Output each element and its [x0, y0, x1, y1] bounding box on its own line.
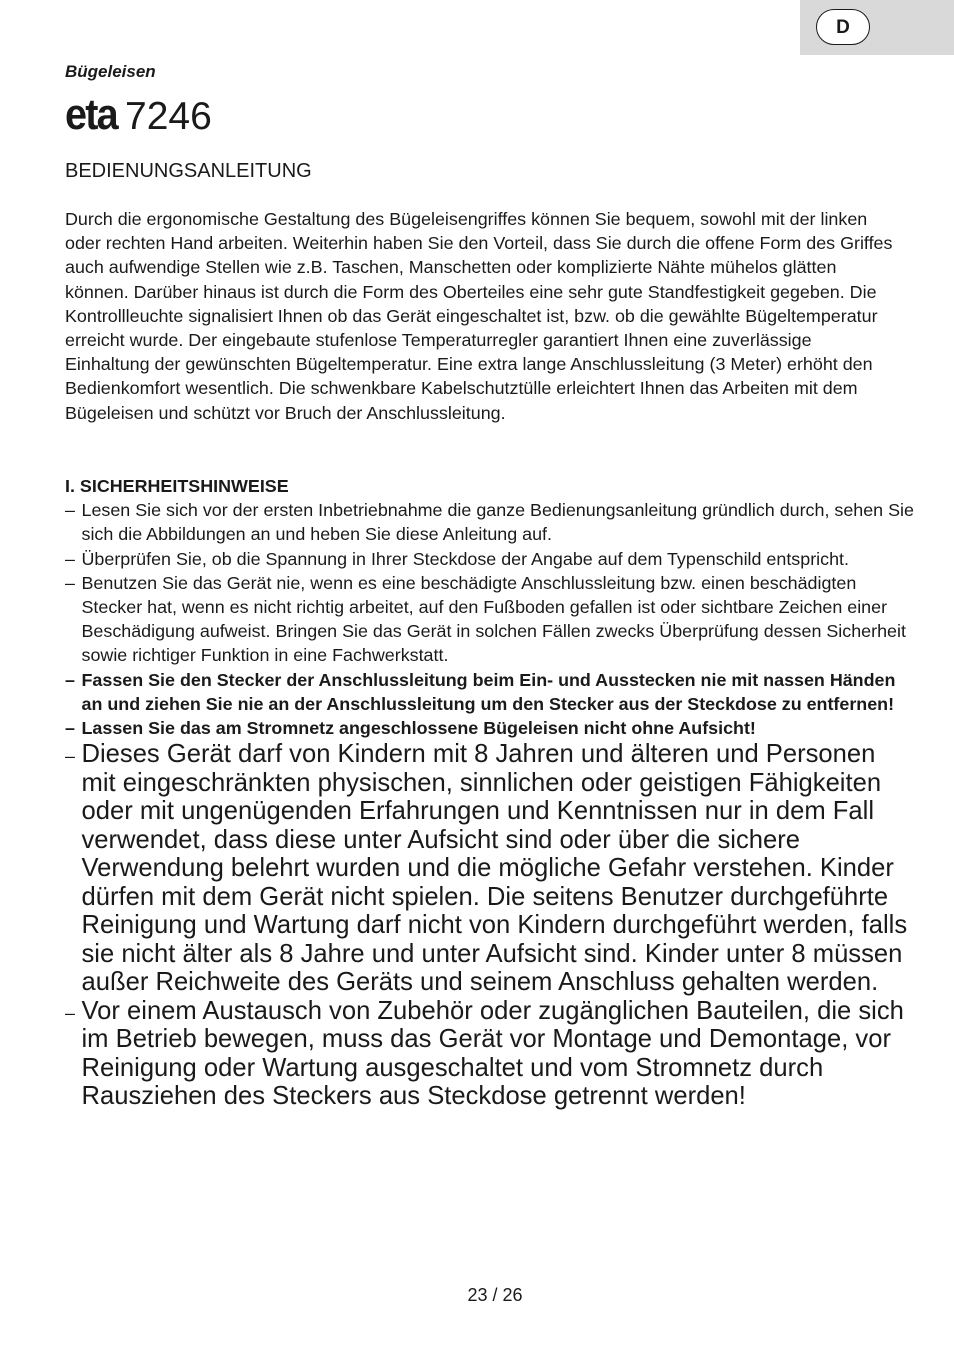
safety-item — [65, 498, 915, 546]
safety-item — [65, 547, 915, 571]
dash-bullet: – — [65, 718, 75, 739]
dash-bullet: – — [65, 669, 75, 690]
safety-item-large — [65, 997, 915, 1111]
safety-item-large — [65, 740, 915, 997]
safety-item-text: Überprüfen Sie, ob die Spannung in Ihrer Steckdose der Angabe auf dem Typenschild entspricht. — [81, 548, 849, 569]
page-number: 23 / 26 — [467, 1285, 523, 1305]
safety-item-warning — [65, 716, 915, 740]
language-badge: D — [816, 9, 870, 45]
safety-item-text: Vor einem Austausch von Zubehör oder zugänglichen Bauteilen, die sich im Betrieb bewegen, muss das Gerät vor Montage und Demontage, vor Reinigung oder Wartung ausgeschaltet und vom Stromnetz durch Rausziehen des Steckers aus Steckdose getrennt werden! — [81, 996, 904, 1111]
safety-item-text: Benutzen Sie das Gerät nie, wenn es eine beschädigte Anschlussleitung bzw. einen beschädigten Stecker hat, wenn es nicht richtig arbeitet, auf den Fußboden gefallen ist oder sichtbare Zeichen einer Beschädigung aufweist. Bringen Sie das Gerät in solchen Fällen zwecks Überprüfung dessen Sicherheit sowie richtiger Funktion in eine Fachwerkstatt. — [81, 572, 906, 666]
safety-section — [65, 474, 915, 1111]
dash-bullet: – — [65, 746, 75, 767]
dash-bullet: – — [65, 548, 75, 569]
dash-bullet: – — [65, 1002, 75, 1023]
safety-item-text: Fassen Sie den Stecker der Anschlussleitung beim Ein- und Ausstecken nie mit nassen Händen an und ziehen Sie nie an der Anschlussleitung um den Stecker aus der Steckdose zu entfernen! — [81, 669, 896, 714]
manual-title: BEDIENUNGSANLEITUNG — [65, 160, 312, 182]
model-number: 7246 — [125, 95, 212, 138]
language-tab — [800, 0, 954, 55]
safety-item-text: Dieses Gerät darf von Kindern mit 8 Jahren und älteren und Personen mit eingeschränkten physischen, sinnlichen oder geistigen Fähigkeiten oder mit ungenügenden Erfahrungen und Kenntnissen nur in dem Fall verwendet, dass diese unter Aufsicht sind oder über die sichere Verwendung belehrt wurden und die mögliche Gefahr verstehen. Kinder dürfen mit dem Gerät nicht spielen. Die seitens Benutzer durchgeführte Reinigung und Wartung darf nicht von Kindern durchgeführt werden, falls sie nicht älter als 8 Jahre und unter Aufsicht sind. Kinder unter 8 müssen außer Reichweite des Geräts und seinem Anschluss gehalten werden. — [81, 740, 908, 997]
dash-bullet: – — [65, 572, 75, 593]
safety-item — [65, 571, 915, 668]
safety-list — [65, 498, 915, 1111]
safety-item-text: Lesen Sie sich vor der ersten Inbetriebnahme die ganze Bedienungsanleitung gründlich durch, sehen Sie sich die Abbildungen an und heben Sie diese Anleitung auf. — [81, 500, 914, 545]
document-type: Bügeleisen — [65, 62, 156, 81]
section-heading: I. SICHERHEITSHINWEISE — [65, 476, 289, 496]
dash-bullet: – — [65, 500, 75, 521]
safety-item-warning — [65, 668, 915, 716]
brand-logo: eta — [65, 90, 117, 139]
safety-item-text: Lassen Sie das am Stromnetz angeschlossene Bügeleisen nicht ohne Aufsicht! — [81, 718, 756, 739]
brand-header — [65, 90, 212, 140]
intro-paragraph: Durch die ergonomische Gestaltung des Bügeleisengriffes können Sie bequem, sowohl mit der linken oder rechten Hand arbeiten. Weiterhin haben Sie den Vorteil, dass Sie durch die offene Form des Griffes auch aufwendige Stellen wie z.B. Taschen, Manschetten oder komplizierte Nähte mühelos glätten können. Darüber hinaus ist durch die Form des Oberteiles eine sehr gute Standfestigkeit gegeben. Die Kontrollleuchte signalisiert Ihnen ob das Gerät eingeschaltet ist, bzw. ob die gewählte Bügeltemperatur erreicht wurde. Der eingebaute stufenlose Temperaturregler garantiert Ihnen eine zuverlässige Einhaltung der gewünschten Bügeltemperatur. Eine extra lange Anschlussleitung (3 Meter) erhöht den Bedienkomfort wesentlich. Die schwenkbare Kabelschutztülle erleichtert Ihnen das Arbeiten mit dem Bügeleisen und schützt vor Bruch der Anschlussleitung. — [65, 209, 893, 423]
